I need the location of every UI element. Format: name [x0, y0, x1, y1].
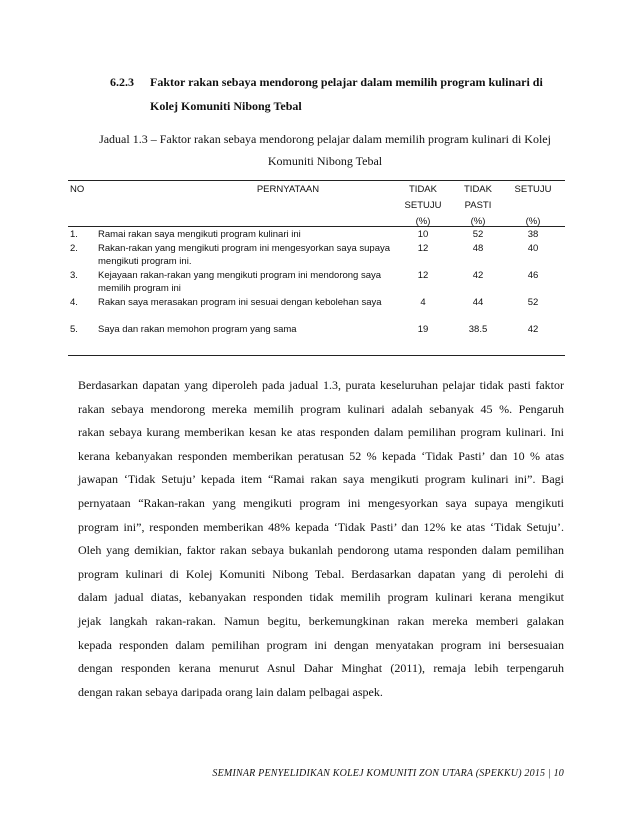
body-paragraph: [78, 374, 564, 704]
row-number: 5.: [70, 324, 78, 335]
page-footer: SEMINAR PENYELIDIKAN KOLEJ KOMUNITI ZON UTARA (SPEKKU) 2015 | 10: [212, 768, 564, 779]
header-text: TIDAK: [464, 184, 492, 195]
row-tidak-setuju: 10: [417, 229, 429, 240]
paragraph-line: Oleh yang demikian, faktor rakan sebaya bukanlah pendorong utama responden dalam pemilihan: [78, 543, 564, 558]
row-tidak-setuju: 4: [420, 297, 426, 308]
paragraph-line: program kulinari di Kolej Komuniti Nibong Tebal. Berdasarkan dapatan yang di perolehi di: [78, 566, 564, 581]
row-tidak-pasti: 42: [472, 270, 484, 281]
header-text: [508, 198, 558, 214]
section-title: Faktor rakan sebaya mendorong pelajar dalam memilih program kulinari di Kolej Komuniti Nibong Tebal: [150, 75, 543, 113]
table-top-rule: [68, 180, 565, 181]
table-bottom-rule: [68, 355, 565, 356]
paragraph-line: jawapan ‘Tidak Setuju’ kepada item “Ramai rakan saya mengikuti program kulinari ini”. Bagi: [78, 472, 564, 487]
row-tidak-setuju: 12: [417, 270, 429, 281]
table-caption: Jadual 1.3 – Faktor rakan sebaya mendorong pelajar dalam memilih program kulinari di Kolej Komuniti Nibong Tebal: [99, 132, 551, 168]
row-statement: Rakan saya merasakan program ini sesuai dengan kebolehan saya: [98, 297, 382, 308]
header-tidak-pasti: [453, 182, 503, 230]
header-tidak-setuju: [398, 182, 448, 230]
paragraph-line: rakan sebaya mendorong mereka memilih program kulinari adalah sebanyak 45 %. Pengaruh: [78, 401, 564, 416]
row-statement: Saya dan rakan memohon program yang sama: [98, 324, 297, 335]
row-setuju: 52: [527, 297, 539, 308]
row-setuju: 46: [527, 270, 539, 281]
header-text: (%): [525, 216, 541, 227]
paragraph-line: kepada responden dalam pemilihan program ini dengan menyatakan program ini bersesuaian: [78, 637, 564, 652]
paragraph-line: pernyataan “Rakan-rakan yang mengikuti program ini mengesyorkan saya supaya mengikuti: [78, 495, 564, 510]
row-number: 1.: [70, 229, 78, 240]
row-setuju: 38: [527, 229, 539, 240]
paragraph-line: program ini”, responden memberikan 48% kepada ‘Tidak Pasti’ dan 12% ke atas ‘Tidak Setuju’.: [78, 519, 564, 534]
row-tidak-pasti: 38.5: [468, 324, 488, 335]
row-tidak-pasti: 52: [472, 229, 484, 240]
paragraph-line: dengan responden kerana menurut Asnul Dahar Minghat (2011), remaja lebih terpengaruh: [78, 661, 564, 676]
header-text: (%): [415, 216, 431, 227]
paragraph-line: jejak langkah rakan-rakan. Namun begitu, berkemungkinan rakan mereka memberi galakan: [78, 613, 564, 628]
section-number: 6.2.3: [110, 75, 134, 89]
row-number: 3.: [70, 270, 78, 281]
header-statement: PERNYATAAN: [256, 184, 320, 195]
header-setuju: [508, 182, 558, 230]
row-tidak-pasti: 48: [472, 243, 484, 254]
row-tidak-setuju: 19: [417, 324, 429, 335]
header-text: TIDAK: [409, 184, 437, 195]
header-no: NO: [70, 184, 85, 195]
row-statement: Rakan-rakan yang mengikuti program ini mengesyorkan saya supaya mengikuti program ini.: [98, 243, 391, 267]
row-tidak-pasti: 44: [472, 297, 484, 308]
header-text: SETUJU: [404, 200, 442, 211]
paragraph-line: kerana kebanyakan responden memberikan peratusan 52 % kepada ‘Tidak Pasti’ dan 10 % atas: [78, 448, 564, 463]
table-header-rule: [68, 226, 565, 227]
header-text: SETUJU: [514, 184, 552, 195]
row-tidak-setuju: 12: [417, 243, 429, 254]
row-statement: Ramai rakan saya mengikuti program kulinari ini: [98, 229, 301, 240]
row-number: 2.: [70, 243, 78, 254]
paragraph-line: Berdasarkan dapatan yang diperoleh pada jadual 1.3, purata keseluruhan pelajar tidak pasti faktor: [78, 378, 564, 392]
paragraph-line: dalam jadual diatas, kebanyakan responden tidak memilih program kulinari kerana mengikut: [78, 590, 564, 605]
row-number: 4.: [70, 297, 78, 308]
header-text: (%): [470, 216, 486, 227]
row-setuju: 42: [527, 324, 539, 335]
paragraph-line: dengan rakan sebaya daripada orang lain dalam pelbagai aspek.: [78, 684, 383, 699]
row-statement: Kejayaan rakan-rakan yang mengikuti program ini mendorong saya memilih program ini: [98, 270, 382, 294]
row-setuju: 40: [527, 243, 539, 254]
paragraph-line: rakan sebaya kurang memberikan kesan ke atas responden dalam pemilihan program kulinari. Ini: [78, 425, 564, 440]
header-text: PASTI: [464, 200, 492, 211]
